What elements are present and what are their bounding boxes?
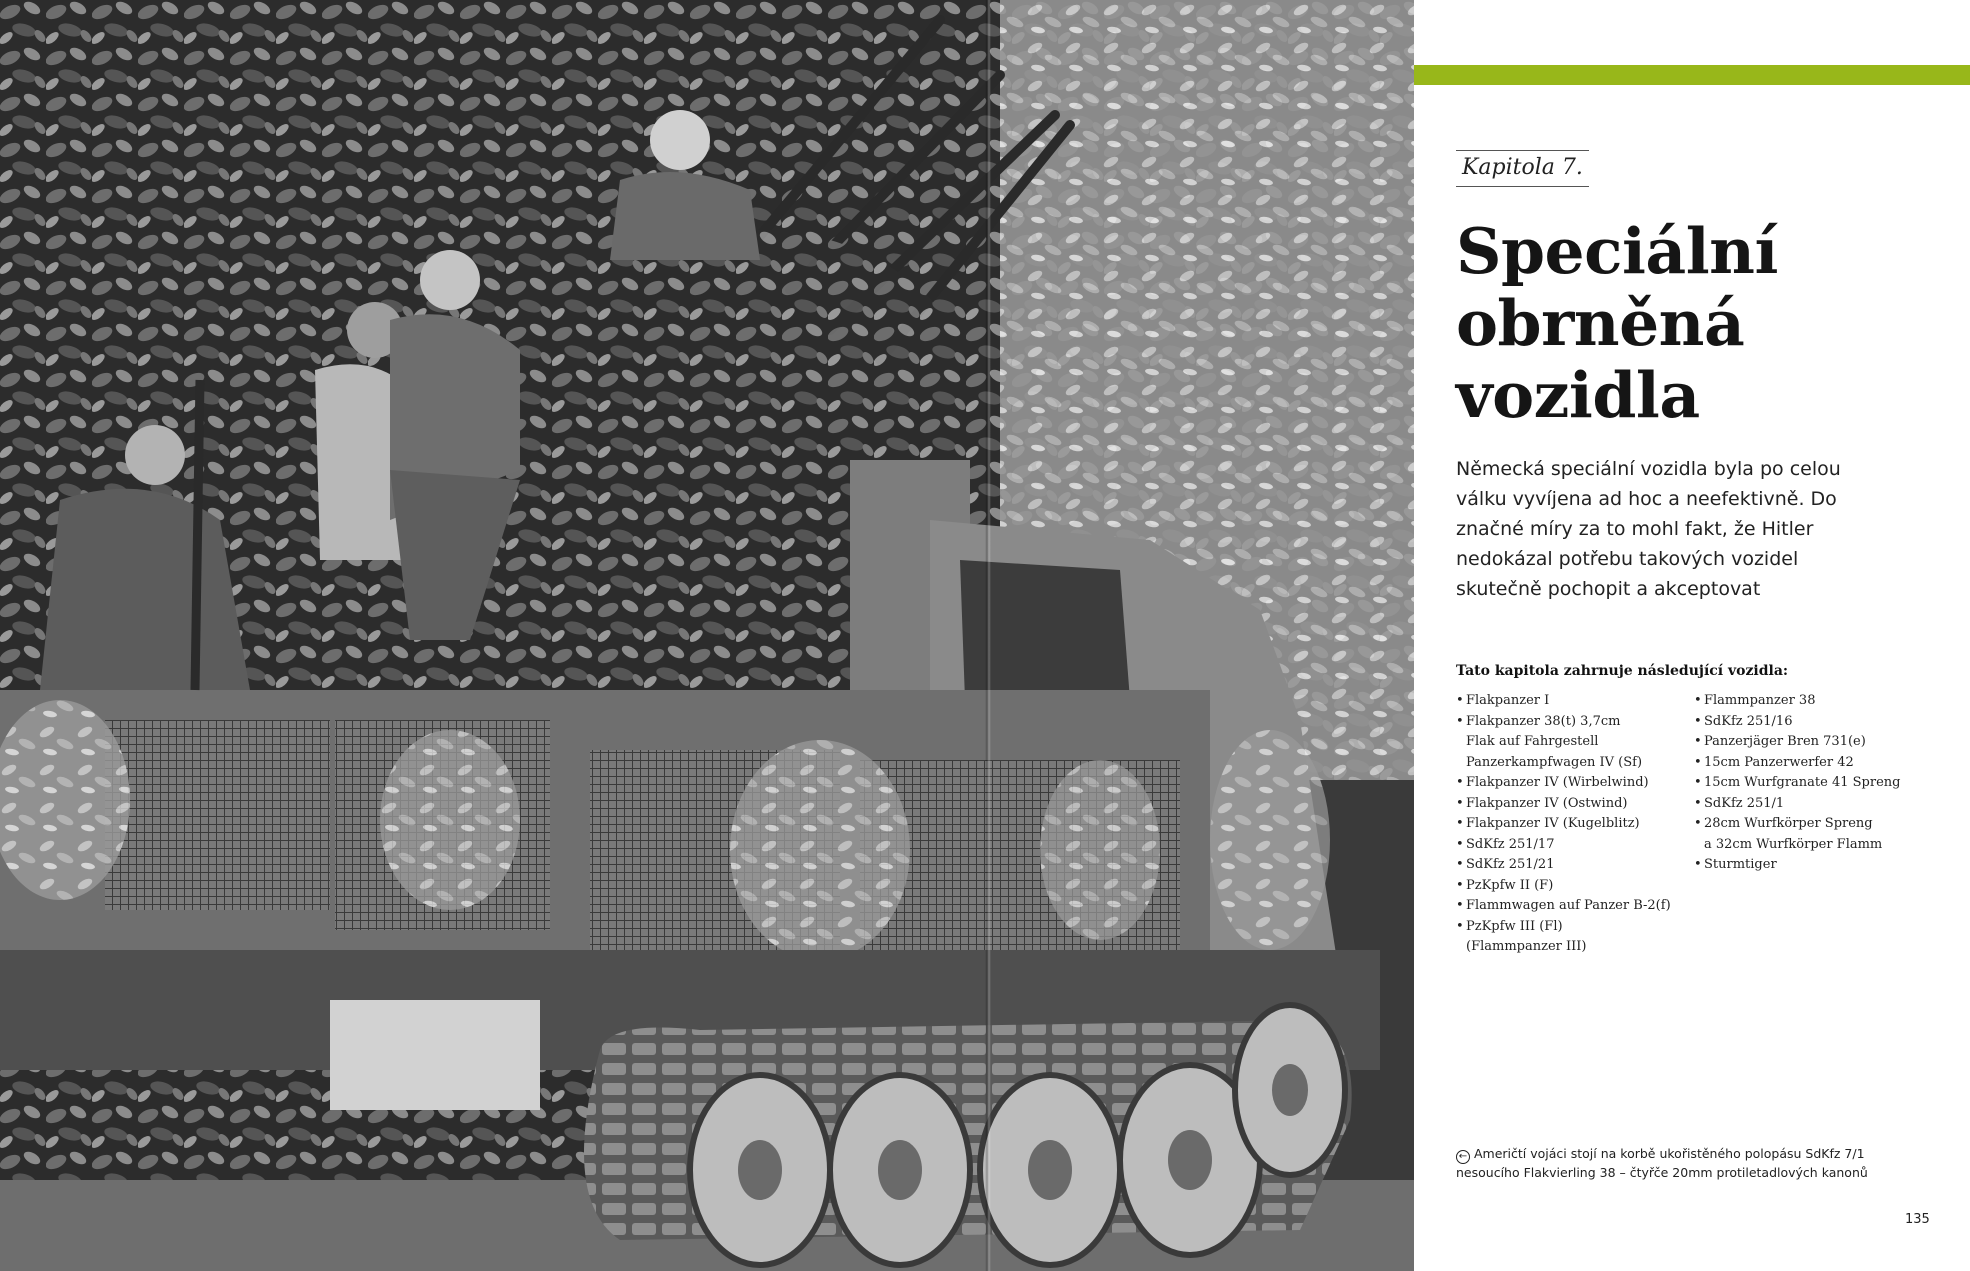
vehicle-list-column-1 [1456,691,1686,958]
list-item: • SdKfz 251/21 [1456,855,1686,876]
list-item: • SdKfz 251/17 [1456,835,1686,856]
title-line-3: vozidla [1456,358,1700,432]
page-number: 135 [1905,1212,1930,1227]
title-line-2: obrněná [1456,286,1745,360]
vehicle-list-column-2 [1694,691,1954,876]
vehicle-list-heading: Tato kapitola zahrnuje následující vozidla: [1456,663,1789,679]
list-item: • Sturmtiger [1694,855,1954,876]
list-item: • Flakpanzer IV (Wirbelwind) [1456,773,1686,794]
list-item: • 28cm Wurfkörper Spreng [1694,814,1954,835]
list-item: Flak auf Fahrgestell [1466,734,1599,749]
list-item: • Flakpanzer 38(t) 3,7cm [1456,712,1686,733]
text-page [1414,0,1970,1271]
chapter-label: Kapitola 7. [1456,150,1589,187]
list-item: • Flakpanzer IV (Kugelblitz) [1456,814,1686,835]
list-item: • Flammpanzer 38 [1694,691,1954,712]
title-line-1: Speciální [1456,214,1778,288]
photo-caption [1456,1145,1926,1182]
list-item: (Flammpanzer III) [1466,939,1587,954]
list-item: • 15cm Panzerwerfer 42 [1694,753,1954,774]
left-arrow-circle-icon: ← [1456,1150,1470,1164]
list-item: Panzerkampfwagen IV (Sf) [1466,754,1643,770]
list-item: • PzKpfw III (Fl) [1456,917,1686,938]
page-gutter [985,0,991,1271]
intro-paragraph: Německá speciální vozidla byla po celou válku vyvíjena ad hoc a neefektivně. Do značné míry za to mohl fakt, že Hitler nedokázal potřebu takových vozidel skutečně pochopit a akceptovat [1456,458,1841,600]
list-item: • Flammwagen auf Panzer B-2(f) [1456,896,1686,917]
list-item: • Flakpanzer I [1456,691,1686,712]
caption-text: Američtí vojáci stojí na korbě ukořistěného polopásu SdKfz 7/1 nesoucího Flakvierling 38 – čtyřče 20mm protiletadlových kanonů [1456,1146,1868,1180]
list-item: • Panzerjäger Bren 731(e) [1694,732,1954,753]
chapter-title [1456,215,1956,431]
list-item: • 15cm Wurfgranate 41 Spreng [1694,773,1954,794]
list-item: a 32cm Wurfkörper Flamm [1704,836,1883,852]
list-item: • Flakpanzer IV (Ostwind) [1456,794,1686,815]
list-item: • PzKpfw II (F) [1456,876,1686,897]
list-item: • SdKfz 251/1 [1694,794,1954,815]
list-item: • SdKfz 251/16 [1694,712,1954,733]
accent-bar [1414,65,1970,85]
